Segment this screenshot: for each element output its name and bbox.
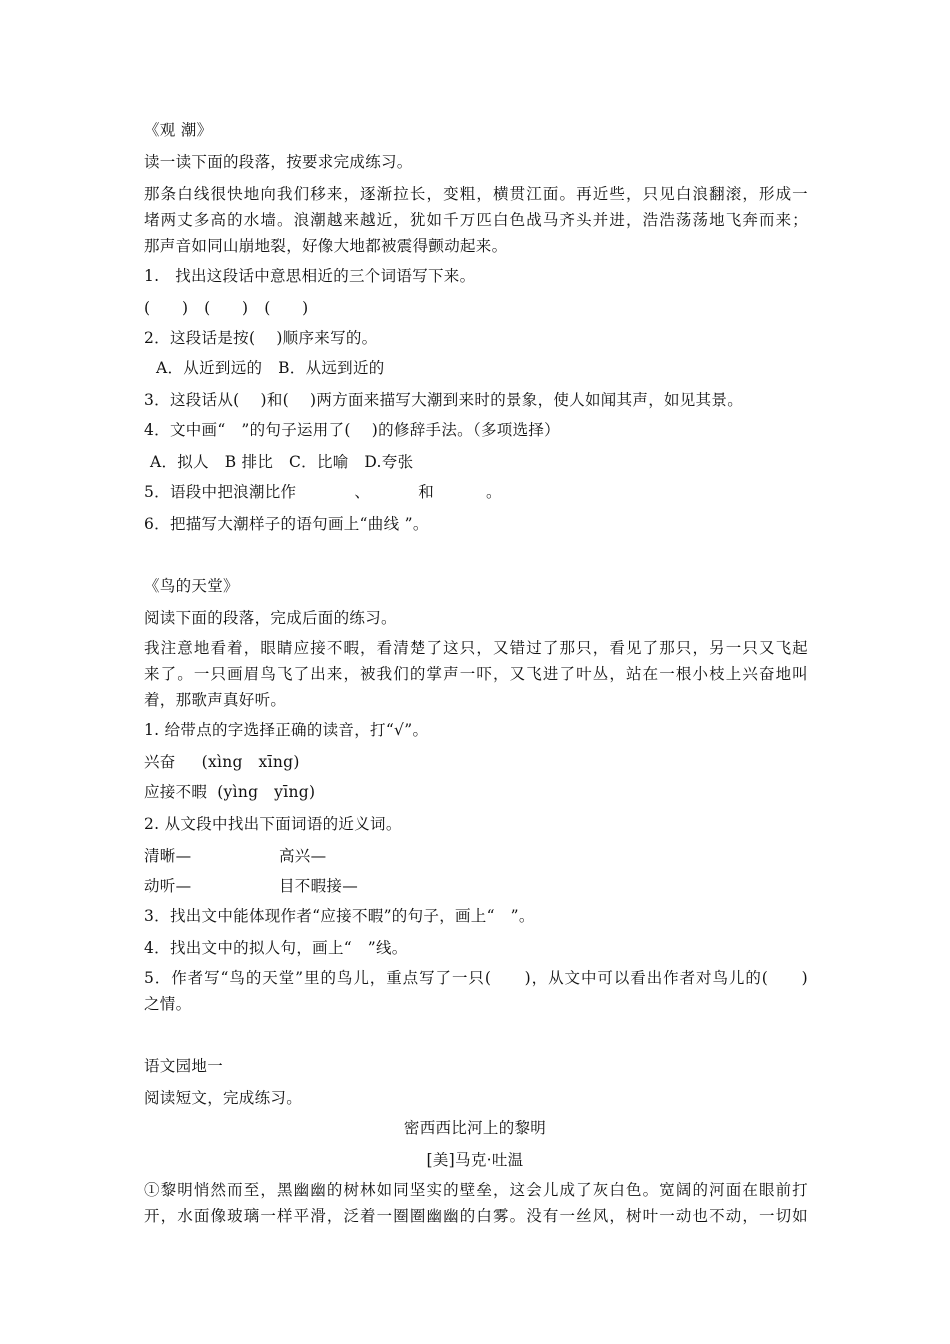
question-3: 3．找出文中能体现作者“应接不暇”的句子，画上“ ”。 <box>144 907 535 925</box>
question-1: 1. 给带点的字选择正确的读音，打“√”。 <box>144 721 429 739</box>
pinyin-choice <box>144 752 300 772</box>
question-5-cont: 之情。 <box>144 995 192 1013</box>
question-5-text: 5．语段中把浪潮比作 <box>144 483 297 501</box>
passage-line: 开，水面像玻璃一样平滑，泛着一圈圈幽幽的白雾。没有一丝风，树叶一动也不动，一切如 <box>144 1207 808 1225</box>
section-title-niaodetiantang: 《鸟的天堂》 <box>144 577 239 595</box>
question-4: 4．找出文中的拟人句，画上“ ”线。 <box>144 939 408 957</box>
question-5-end: 。 <box>486 483 502 501</box>
word-xingfen: 兴奋 <box>144 753 176 771</box>
section-title-guanchao: 《观 潮》 <box>144 121 213 139</box>
question-4-options: A．拟人 B 排比 C．比喻 D.夸张 <box>150 453 414 471</box>
answer-blanks: ( ) ( ) ( ) <box>144 299 309 317</box>
synonym-word: 高兴— <box>279 847 327 865</box>
question-4: 4．文中画“ ”的句子运用了( )的修辞手法。（多项选择） <box>144 421 560 439</box>
question-6: 6．把描写大潮样子的语句画上“曲线 ”。 <box>144 515 429 533</box>
passage-line: 我注意地看着，眼睛应接不暇，看清楚了这只，又错过了那只，看见了那只，另一只又飞起 <box>144 639 808 657</box>
pinyin-options: (xìng xīng) <box>201 753 300 771</box>
synonym-word: 动听— <box>144 877 192 895</box>
instruction: 读一读下面的段落，按要求完成练习。 <box>144 153 413 171</box>
pinyin-options: (yìng yīng) <box>217 783 316 801</box>
instruction: 阅读短文，完成练习。 <box>144 1089 303 1107</box>
passage-line: ①黎明悄然而至，黑幽幽的树林如同坚实的壁垒，这会儿成了灰白色。宽阔的河面在眼前打 <box>144 1181 808 1199</box>
synonym-word: 清晰— <box>144 847 192 865</box>
question-5 <box>144 482 502 502</box>
passage-line: 那条白线很快地向我们移来，逐渐拉长，变粗，横贯江面。再近些，只见白浪翻滚，形成一 <box>144 185 808 203</box>
question-5: 5．作者写“鸟的天堂”里的鸟儿，重点写了一只( )，从文中可以看出作者对鸟儿的( ) <box>144 969 808 987</box>
article-author: [美]马克·吐温 <box>426 1151 524 1169</box>
question-2: 2．这段话是按( )顺序来写的。 <box>144 329 378 347</box>
question-5-sep: 、 <box>354 483 371 501</box>
synonym-word: 目不暇接— <box>279 877 359 895</box>
question-1: 1. 找出这段话中意思相近的三个词语写下来。 <box>144 267 476 285</box>
article-title: 密西西比河上的黎明 <box>403 1119 547 1137</box>
pinyin-choice <box>144 782 315 802</box>
question-2: 2. 从文段中找出下面词语的近义词。 <box>144 815 402 833</box>
instruction: 阅读下面的段落，完成后面的练习。 <box>144 609 397 627</box>
passage-line: 堵两丈多高的水墙。浪潮越来越近，犹如千万匹白色战马齐头并进，浩浩荡荡地飞奔而来； <box>144 211 808 229</box>
section-title-yuwenyuandi: 语文园地一 <box>144 1057 224 1075</box>
question-3: 3．这段话从( )和( )两方面来描写大潮到来时的景象，使人如闻其声，如见其景。 <box>144 391 744 409</box>
question-2-options: A．从近到远的 B．从远到近的 <box>156 359 385 377</box>
passage-line: 来了。一只画眉鸟飞了出来，被我们的掌声一吓，又飞进了叶丛，站在一根小枝上兴奋地叫 <box>144 665 808 683</box>
passage-line: 着，那歌声真好听。 <box>144 691 287 709</box>
question-5-and: 和 <box>418 483 434 501</box>
word-yingjiebuxia: 应接不暇 <box>144 783 208 801</box>
passage-line: 那声音如同山崩地裂，好像大地都被震得颤动起来。 <box>144 237 508 255</box>
